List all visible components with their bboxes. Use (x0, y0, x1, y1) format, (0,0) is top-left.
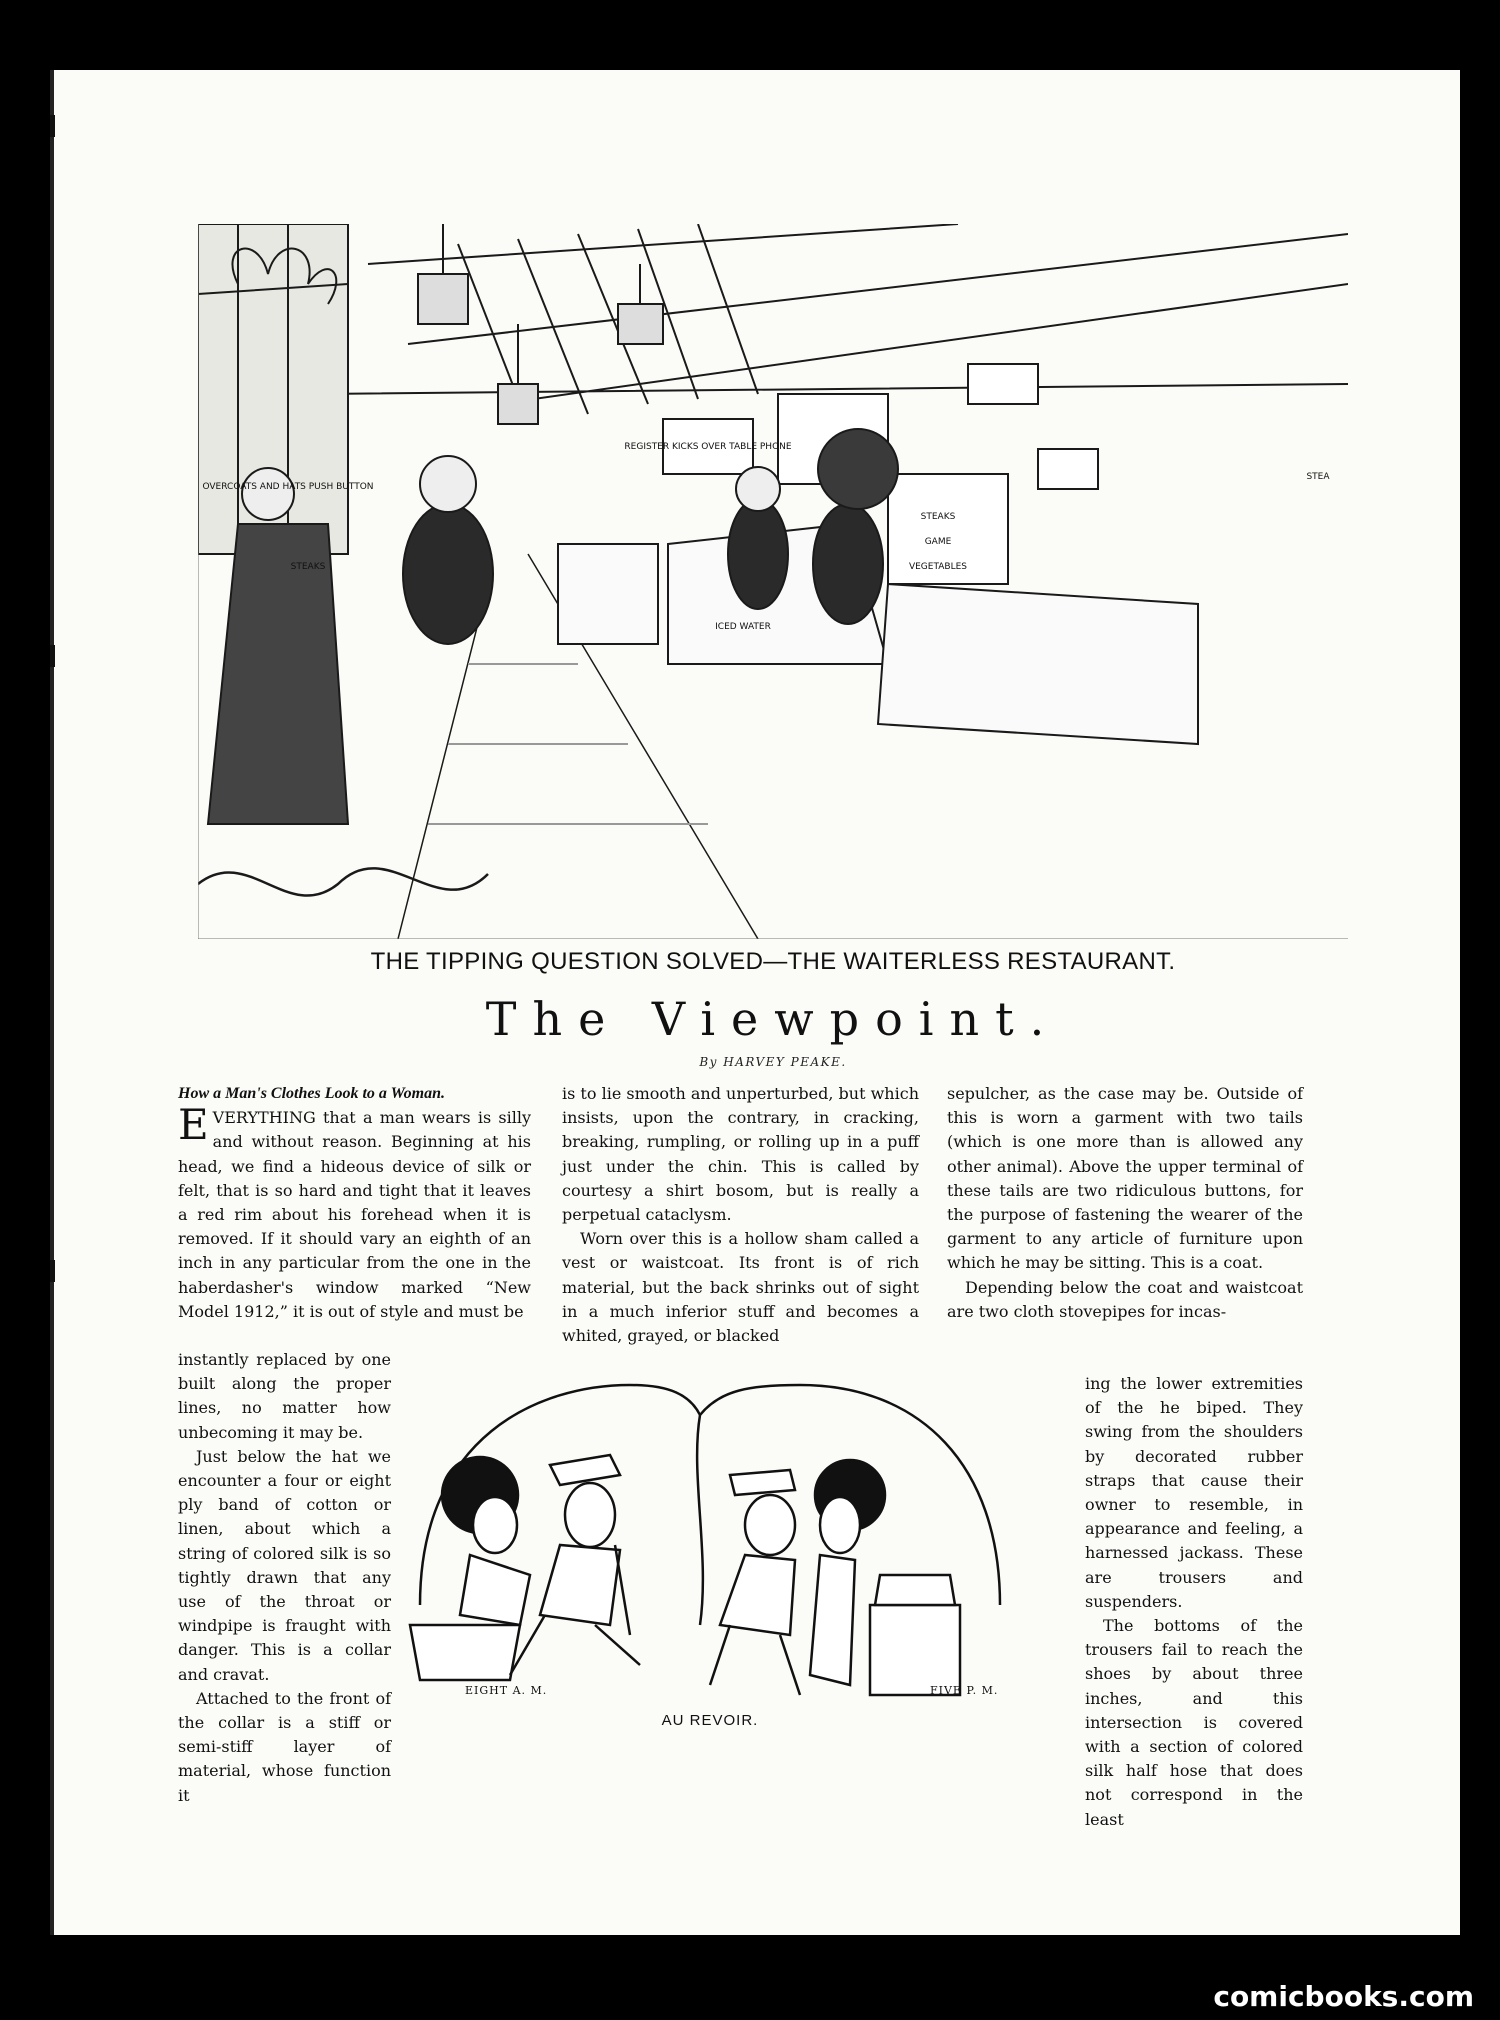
paragraph: sepulcher, as the case may be. Outside of this is worn a garment with two tails (which is one more than is allowed any other animal). Above the upper terminal of these tails are two ridiculous buttons, for the purpose of fastening the wearer of the garment to any article of furniture upon which he may be sitting. This is a coat. (947, 1084, 1303, 1273)
watermark: comicbooks.com (1213, 1980, 1474, 2013)
label-eight-am: EIGHT A. M. (465, 1684, 548, 1697)
column-2 (562, 1082, 919, 1348)
label-five-pm: FIVE P. M. (930, 1684, 999, 1697)
paragraph: Worn over this is a hollow sham called a vest or waistcoat. Its front is of rich material, but the back shrinks out of sight in a much inferior stuff and becomes a whited, grayed, or blacked (562, 1229, 919, 1346)
paragraph: instantly replaced by one built along the proper lines, no matter how unbecoming it may be. (178, 1350, 391, 1442)
paragraph (178, 1100, 531, 1324)
paragraph-text: VERYTHING that a man wears is silly and without reason. Beginning at his head, we find a hideous device of silk or felt, that is so hard and tight that it leaves a red rim about his forehead when it is removed. If it should vary an eighth of an inch in any particular from the one in the haberdasher's window marked “New Model 1912,” it is out of style and must be (178, 1108, 531, 1321)
paragraph: Depending below the coat and waistcoat are two cloth stovepipes for incas- (947, 1277, 1303, 1321)
au-revoir-cartoon (400, 1375, 1070, 1710)
article-byline: By HARVEY PEAKE. (699, 1055, 847, 1069)
paragraph: Just below the hat we encounter a four or eight ply band of cotton or linen, about which a string of colored silk is so tightly drawn that any use of the throat or windpipe is fraught with danger. This is a collar and cravat. (178, 1446, 391, 1684)
edge-mark (50, 115, 55, 137)
paragraph: ing the lower extremities of the he biped. They swing from the shoulders by decorated rubber straps that cause their owner to resemble, in appearance and feeling, a harnessed jackass. These are trousers and suspenders. (1085, 1374, 1303, 1611)
paragraph: Attached to the front of the collar is a stiff or semi-stiff layer of material, whose function it (178, 1688, 391, 1805)
sign-steaks: STEAKS (290, 562, 326, 572)
magazine-page (50, 70, 1460, 1935)
column-3-continued (1085, 1372, 1303, 1832)
edge-mark (50, 645, 55, 667)
column-3 (947, 1082, 1303, 1324)
paragraph: The bottoms of the trousers fail to reach the shoes by about three inches, and this intersection is covered with a section of colored silk half hose that does not correspond in the least (1085, 1616, 1303, 1829)
sign-iced-water: ICED WATER (715, 622, 771, 632)
sign-register: REGISTER KICKS OVER TABLE PHONE (624, 442, 792, 452)
column-1 (178, 1082, 531, 1324)
page-spine (50, 70, 54, 1935)
sign-steaks-2: STEAKS (920, 512, 956, 522)
restaurant-illustration (198, 224, 1348, 939)
sign-stea: STEA (1306, 472, 1330, 482)
article-subhead: How a Man's Clothes Look to a Woman. (178, 1085, 446, 1102)
drop-cap: E (178, 1100, 209, 1150)
paragraph: is to lie smooth and unperturbed, but which insists, upon the contrary, in cracking, breaking, rumpling, or rolling up in a puff just under the chin. This is called by courtesy a shirt bosom, but is really a perpetual cataclysm. (562, 1084, 919, 1225)
sign-overcoats: OVERCOATS AND HATS PUSH BUTTON (202, 482, 374, 492)
sign-game: GAME (924, 537, 952, 547)
illustration-caption: THE TIPPING QUESTION SOLVED—THE WAITERLESS RESTAURANT. (370, 948, 1176, 975)
column-1-continued (178, 1348, 391, 1808)
article-title: The Viewpoint. (485, 992, 1061, 1046)
cartoon-caption: AU REVOIR. (661, 1712, 759, 1729)
sign-vegetables: VEGETABLES (908, 562, 968, 572)
edge-mark (50, 1260, 55, 1282)
